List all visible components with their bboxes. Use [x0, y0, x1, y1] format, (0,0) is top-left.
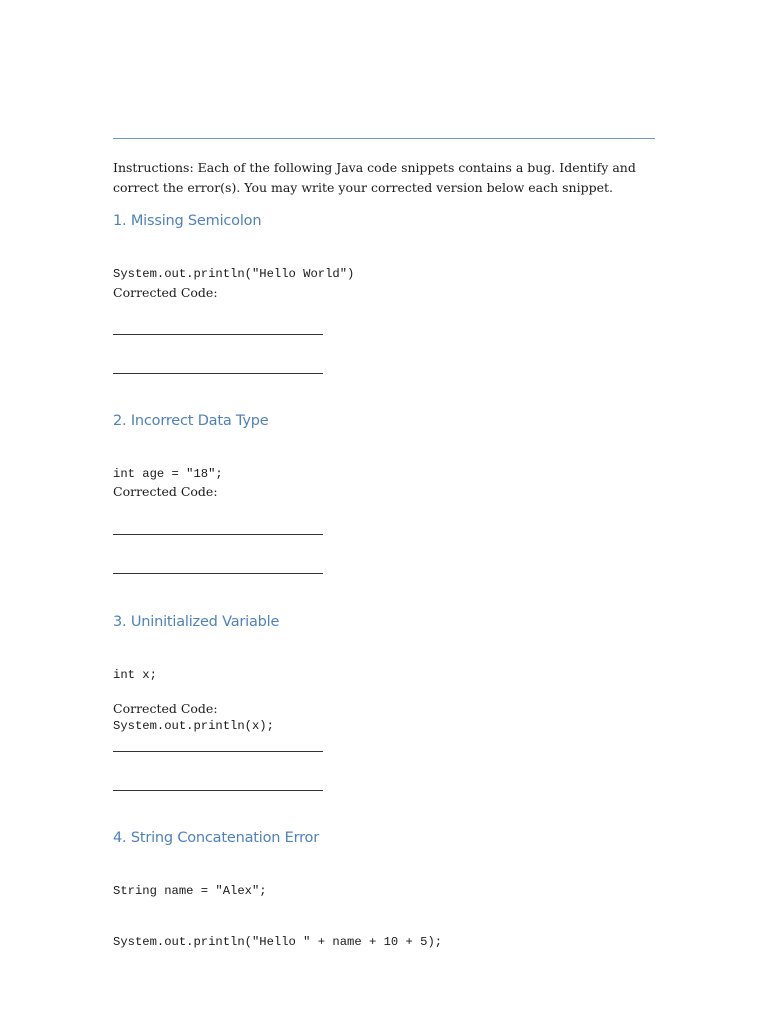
- code-line: System.out.println("Hello " + name + 10 + 5);: [113, 935, 443, 949]
- exercise-title: 4. String Concatenation Error: [113, 830, 319, 846]
- code-snippet: [113, 432, 655, 517]
- code-snippet: [113, 232, 655, 317]
- corrected-code-label: Corrected Code:: [113, 285, 218, 300]
- code-line: System.out.println(x);: [113, 719, 274, 733]
- corrected-code-label: Corrected Code:: [113, 701, 218, 716]
- answer-line[interactable]: [113, 373, 323, 374]
- corrected-code-label: Corrected Code:: [113, 484, 218, 499]
- exercise-section-4: [113, 828, 655, 985]
- exercise-title: 3. Uninitialized Variable: [113, 614, 280, 630]
- exercise-title: 2. Incorrect Data Type: [113, 413, 269, 429]
- instructions-text: Instructions: Each of the following Java code snippets contains a bug. Identify and correct the error(s). You may write your corrected version below each snippet.: [113, 160, 636, 195]
- header-rule: [113, 138, 655, 139]
- answer-line[interactable]: [113, 334, 323, 335]
- answer-line[interactable]: [113, 573, 323, 574]
- answer-line[interactable]: [113, 534, 323, 535]
- document-page: [113, 0, 655, 1024]
- answer-line[interactable]: [113, 751, 323, 752]
- exercise-title: 1. Missing Semicolon: [113, 213, 262, 229]
- code-line: System.out.println("Hello World"): [113, 267, 355, 281]
- code-line: int x;: [113, 668, 157, 682]
- exercise-section-2: [113, 411, 655, 517]
- code-snippet: [113, 849, 655, 985]
- code-line: int age = "18";: [113, 467, 223, 481]
- answer-line[interactable]: [113, 790, 323, 791]
- exercise-section-3: [113, 612, 655, 769]
- code-line: String name = "Alex";: [113, 884, 267, 898]
